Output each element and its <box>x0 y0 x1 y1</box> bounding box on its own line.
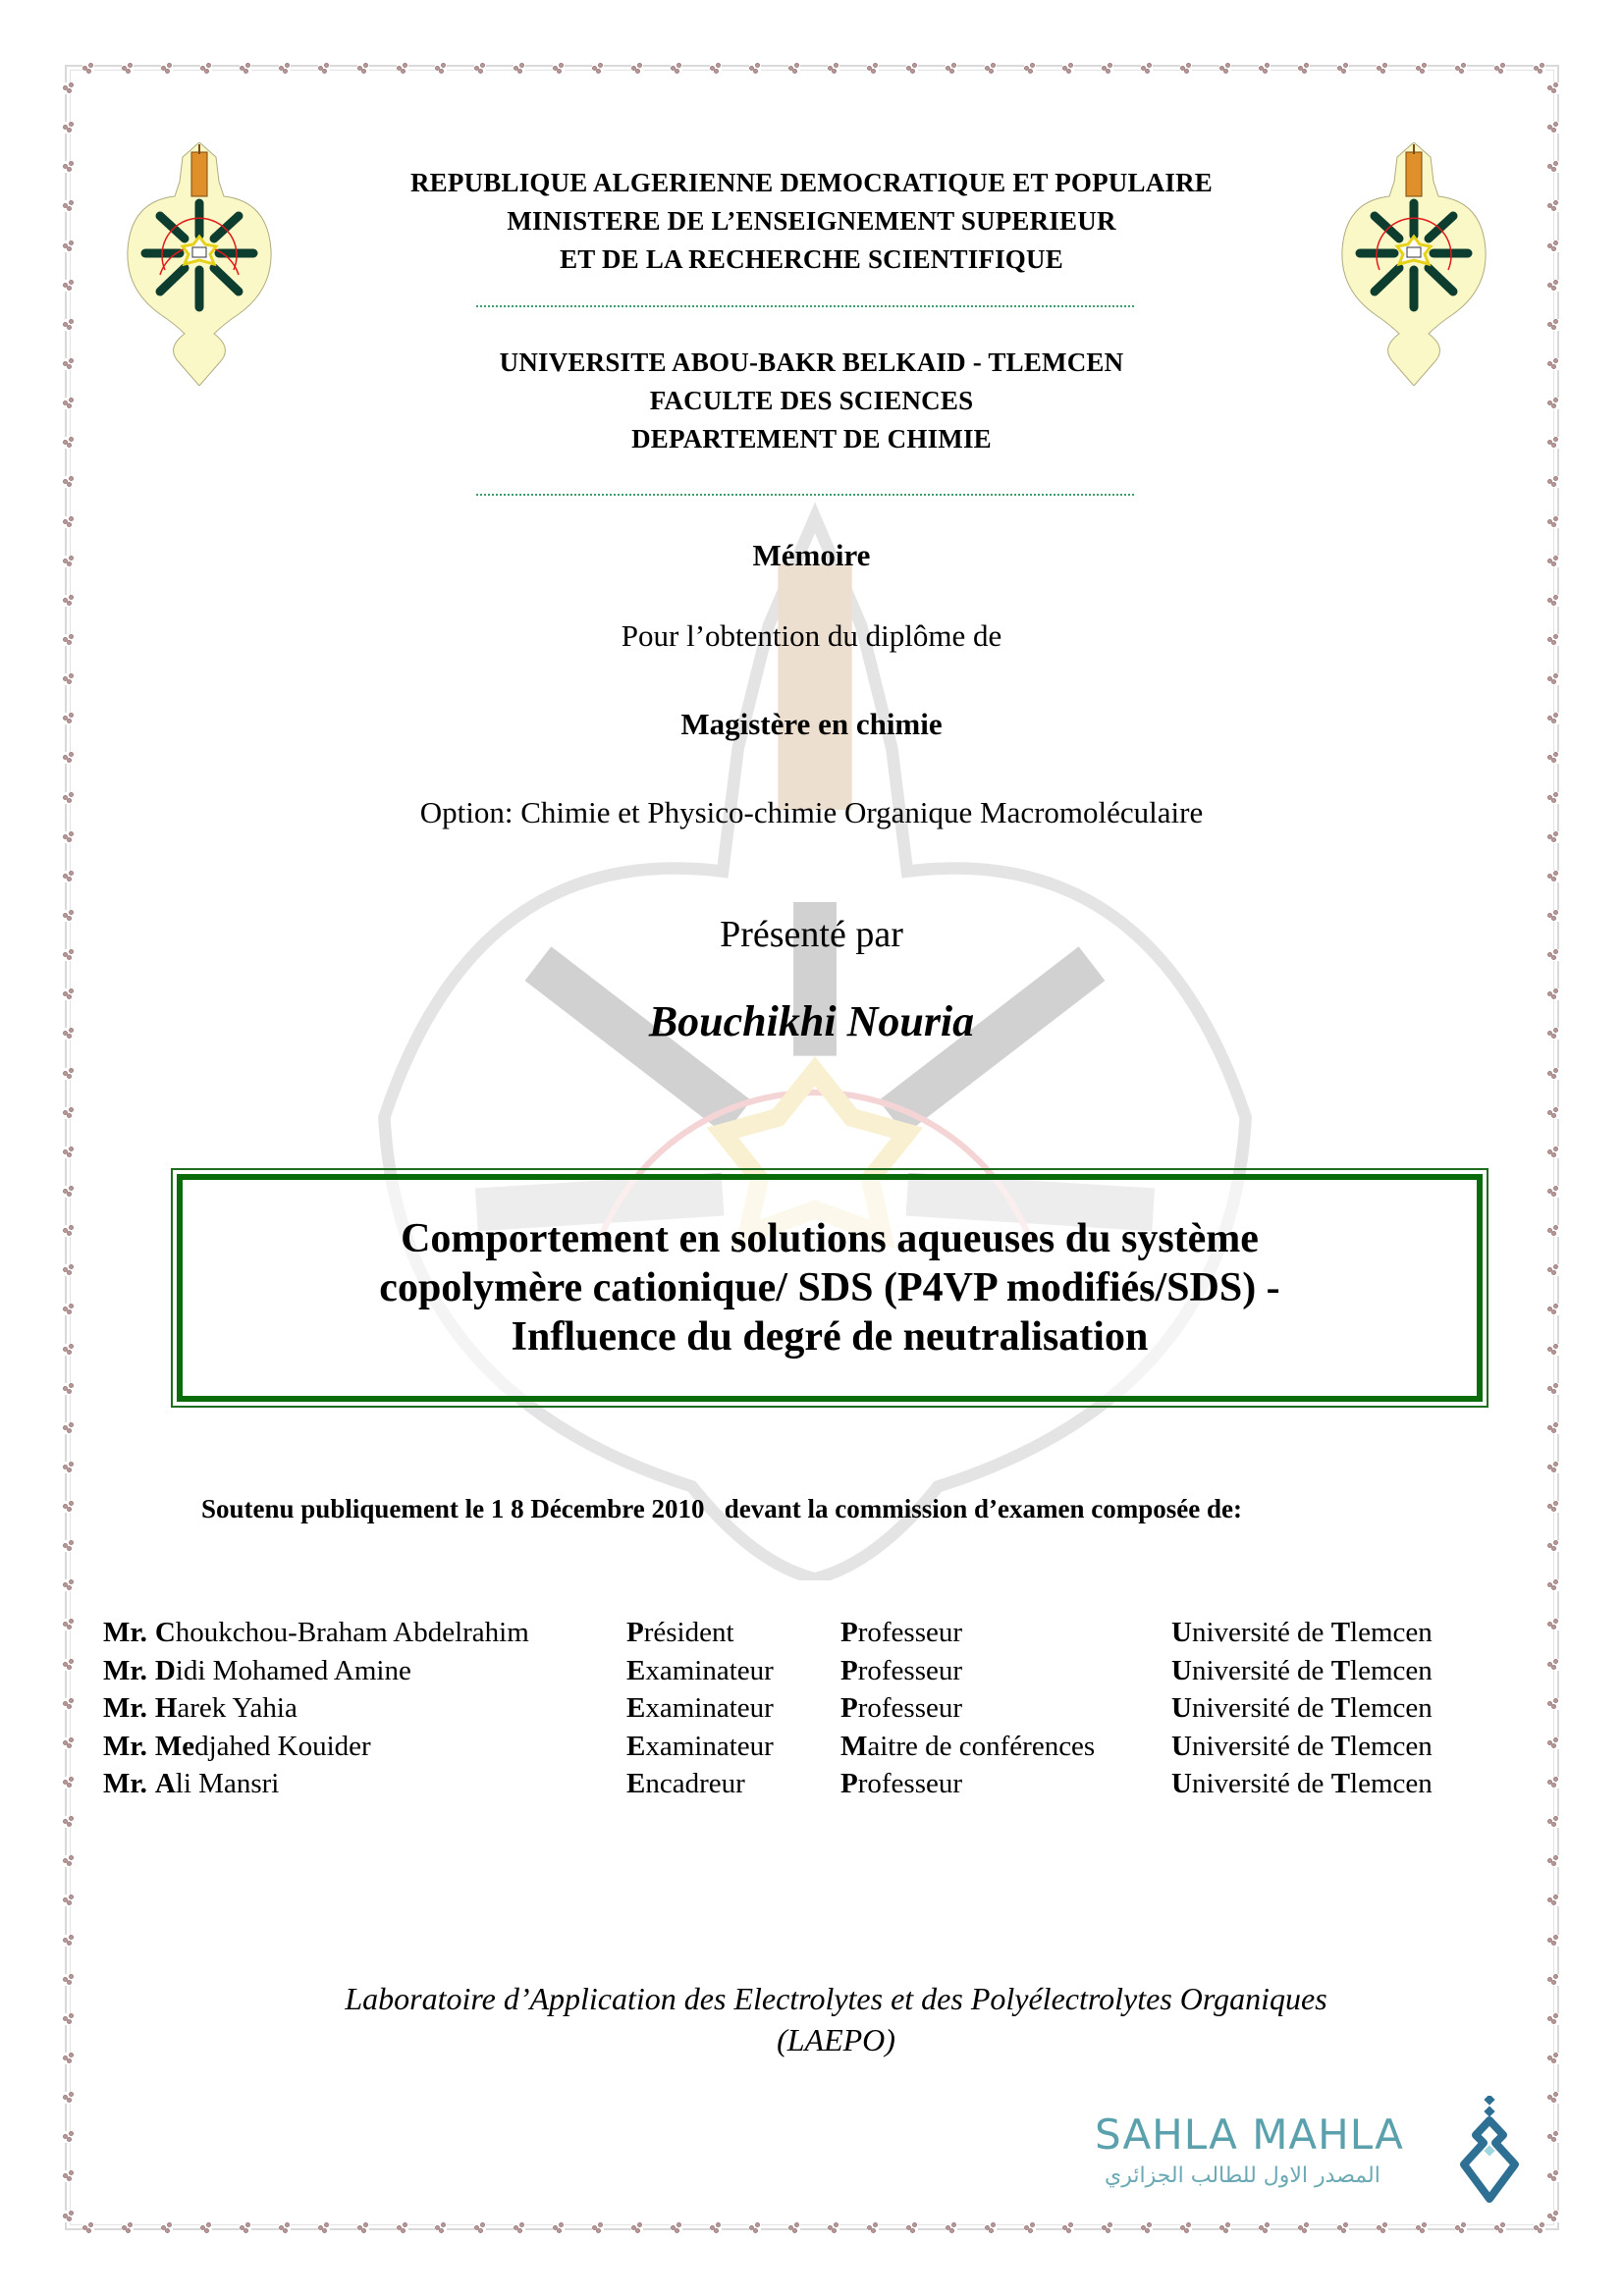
border-dot-ornament <box>1547 1068 1559 1080</box>
jury-member-role: Encadreur <box>626 1768 745 1799</box>
border-dot-ornament <box>1547 2131 1559 2143</box>
jury-member-name: Mr. Choukchou-Braham Abdelrahim <box>103 1617 529 1648</box>
border-dot-ornament <box>318 2222 330 2234</box>
border-dot-ornament <box>1141 63 1153 75</box>
border-dot-ornament <box>161 2222 173 2234</box>
laboratory-acronym: (LAEPO) <box>777 2022 895 2057</box>
border-dot-ornament <box>1337 2222 1349 2234</box>
brand-calligraphy-icon <box>1456 2096 1525 2204</box>
border-dot-ornament <box>63 280 75 292</box>
border-dot-ornament <box>1259 63 1271 75</box>
border-dot-ornament <box>122 63 134 75</box>
university-name: UNIVERSITE ABOU-BAKR BELKAID - TLEMCEN <box>499 347 1124 377</box>
border-dot-ornament <box>1547 1737 1559 1749</box>
border-dot-ornament <box>514 63 525 75</box>
border-dot-ornament <box>1547 1264 1559 1276</box>
faculty-name: FACULTE DES SCIENCES <box>649 386 974 415</box>
border-dot-ornament <box>1180 2222 1192 2234</box>
border-dot-ornament <box>553 2222 565 2234</box>
border-dot-ornament <box>1180 63 1192 75</box>
border-dot-ornament <box>1062 63 1074 75</box>
border-dot-ornament <box>357 63 369 75</box>
border-dot-ornament <box>749 63 761 75</box>
border-dot-ornament <box>63 595 75 607</box>
border-dot-ornament <box>82 2222 94 2234</box>
jury-member-name: Mr. Ali Mansri <box>103 1768 280 1799</box>
presented-by-label: Présenté par <box>720 914 903 955</box>
border-dot-ornament <box>1547 1225 1559 1237</box>
border-dot-ornament <box>1547 1855 1559 1867</box>
border-dot-ornament <box>63 516 75 528</box>
border-dot-ornament <box>1494 2222 1506 2234</box>
border-dot-ornament <box>318 63 330 75</box>
border-dot-ornament <box>1547 1816 1559 1828</box>
header-republic: REPUBLIQUE ALGERIENNE DEMOCRATIQUE ET POPULAIRE <box>409 168 1214 197</box>
jury-member-role: Examinateur <box>626 1654 774 1686</box>
border-dot-ornament <box>63 2092 75 2104</box>
border-dot-ornament <box>279 63 291 75</box>
document-purpose: Pour l’obtention du diplôme de <box>621 618 1002 653</box>
border-dot-ornament <box>63 673 75 685</box>
border-dot-ornament <box>1547 1501 1559 1513</box>
border-dot-ornament <box>357 2222 369 2234</box>
jury-member-role: Examinateur <box>626 1692 774 1724</box>
jury-member-university: Université de Tlemcen <box>1171 1692 1433 1724</box>
border-dot-ornament <box>1547 1579 1559 1591</box>
border-dot-ornament <box>592 2222 604 2234</box>
thesis-title <box>177 1174 1483 1402</box>
thesis-title-line: copolymère cationique/ SDS (P4VP modifiés/SDS) - <box>379 1265 1280 1310</box>
jury-member-university: Université de Tlemcen <box>1171 1730 1433 1762</box>
jury-row <box>103 1614 1495 1652</box>
border-dot-ornament <box>63 1698 75 1710</box>
jury-member-university: Université de Tlemcen <box>1171 1654 1433 1686</box>
divider-dotted <box>476 305 1134 307</box>
border-dot-ornament <box>1547 1540 1559 1552</box>
sahla-mahla-logo <box>1085 2110 1517 2209</box>
border-dot-ornament <box>631 2222 643 2234</box>
border-dot-ornament <box>63 831 75 843</box>
border-dot-ornament <box>1455 63 1467 75</box>
border-dot-ornament <box>1534 63 1545 75</box>
jury-member-university: Université de Tlemcen <box>1171 1768 1433 1799</box>
border-dot-ornament <box>946 63 957 75</box>
border-dot-ornament <box>63 1659 75 1671</box>
border-dot-ornament <box>1547 1304 1559 1315</box>
jury-row <box>103 1765 1495 1803</box>
border-dot-ornament <box>1298 63 1310 75</box>
border-dot-ornament <box>1455 2222 1467 2234</box>
jury-row <box>103 1652 1495 1690</box>
border-dot-ornament <box>474 2222 486 2234</box>
border-dot-ornament <box>1547 1895 1559 1906</box>
border-dot-ornament <box>1377 63 1388 75</box>
border-dot-ornament <box>63 1225 75 1237</box>
thesis-title-line: Influence du degré de neutralisation <box>511 1314 1149 1360</box>
border-dot-ornament <box>63 871 75 882</box>
border-dot-ornament <box>474 63 486 75</box>
jury-member-university: Université de Tlemcen <box>1171 1617 1433 1648</box>
border-dot-ornament <box>63 476 75 488</box>
border-dot-ornament <box>1547 831 1559 843</box>
border-dot-ornament <box>122 2222 134 2234</box>
border-dot-ornament <box>63 1422 75 1434</box>
jury-member-grade: Professeur <box>840 1654 963 1686</box>
brand-tagline: المصدر الاول للطالب الجزائري <box>1105 2163 1380 2188</box>
border-dot-ornament <box>906 2222 918 2234</box>
border-dot-ornament <box>63 1579 75 1591</box>
border-dot-ornament <box>1337 63 1349 75</box>
border-dots-top <box>82 63 1545 77</box>
jury-member-grade: Professeur <box>840 1692 963 1724</box>
border-dot-ornament <box>63 1816 75 1828</box>
border-dot-ornament <box>63 1383 75 1395</box>
border-dot-ornament <box>63 1619 75 1630</box>
border-dot-ornament <box>1547 122 1559 133</box>
jury-row <box>103 1689 1495 1728</box>
jury-member-role: Président <box>626 1617 734 1648</box>
border-dot-ornament <box>1547 1935 1559 1947</box>
laboratory-name: Laboratoire d’Application des Electrolytes et des Polyélectrolytes Organiques <box>345 1981 1327 2016</box>
border-dot-ornament <box>906 63 918 75</box>
border-dot-ornament <box>1547 1462 1559 1473</box>
border-dot-ornament <box>240 2222 251 2234</box>
border-dot-ornament <box>63 1264 75 1276</box>
border-dot-ornament <box>985 2222 997 2234</box>
border-dot-ornament <box>82 63 94 75</box>
border-dot-ornament <box>671 2222 682 2234</box>
border-dot-ornament <box>1102 2222 1113 2234</box>
border-dot-ornament <box>63 319 75 331</box>
thesis-title-box <box>171 1168 1488 1408</box>
border-dot-ornament <box>1547 319 1559 331</box>
border-dots-bottom <box>82 2222 1545 2236</box>
border-dot-ornament <box>63 1344 75 1356</box>
border-dot-ornament <box>200 2222 212 2234</box>
border-dot-ornament <box>1141 2222 1153 2234</box>
degree-option: Option: Chimie et Physico-chimie Organique Macromoléculaire <box>419 795 1204 829</box>
border-dot-ornament <box>1547 1659 1559 1671</box>
thesis-title-line: Comportement en solutions aqueuses du système <box>401 1216 1259 1261</box>
border-dot-ornament <box>1547 1422 1559 1434</box>
border-dot-ornament <box>63 1304 75 1315</box>
border-dot-ornament <box>788 63 800 75</box>
border-dot-ornament <box>828 2222 839 2234</box>
border-dot-ornament <box>592 63 604 75</box>
jury-member-role: Examinateur <box>626 1730 774 1762</box>
border-dot-ornament <box>397 63 408 75</box>
border-dot-ornament <box>1534 2222 1545 2234</box>
jury-member-grade: Maitre de conférences <box>840 1730 1096 1762</box>
border-dot-ornament <box>1298 2222 1310 2234</box>
border-dot-ornament <box>1547 595 1559 607</box>
border-dot-ornament <box>240 63 251 75</box>
border-dot-ornament <box>1377 2222 1388 2234</box>
border-dot-ornament <box>749 2222 761 2234</box>
border-dot-ornament <box>1547 1619 1559 1630</box>
border-dot-ornament <box>1547 280 1559 292</box>
border-dot-ornament <box>1547 2092 1559 2104</box>
institution-header <box>0 344 1623 458</box>
border-dot-ornament <box>1547 1383 1559 1395</box>
border-dot-ornament <box>867 2222 879 2234</box>
border-dot-ornament <box>1547 1147 1559 1158</box>
border-dot-ornament <box>63 2211 75 2222</box>
border-dot-ornament <box>63 82 75 94</box>
border-dot-ornament <box>671 63 682 75</box>
border-dot-ornament <box>1547 1107 1559 1119</box>
border-dot-ornament <box>63 1855 75 1867</box>
laboratory <box>0 1978 1623 2060</box>
jury-member-name: Mr. Harek Yahia <box>103 1692 298 1724</box>
border-dot-ornament <box>1219 63 1231 75</box>
border-dot-ornament <box>63 1107 75 1119</box>
border-dot-ornament <box>828 63 839 75</box>
border-dot-ornament <box>1547 476 1559 488</box>
jury-member-grade: Professeur <box>840 1617 963 1648</box>
border-dot-ornament <box>397 2222 408 2234</box>
border-dot-ornament <box>63 122 75 133</box>
border-dot-ornament <box>63 1462 75 1473</box>
border-dot-ornament <box>1024 2222 1036 2234</box>
border-dot-ornament <box>1547 1698 1559 1710</box>
border-dot-ornament <box>867 63 879 75</box>
border-dot-ornament <box>1416 2222 1428 2234</box>
border-dot-ornament <box>63 2131 75 2143</box>
border-dot-ornament <box>63 2170 75 2182</box>
border-dot-ornament <box>1547 1777 1559 1789</box>
border-dot-ornament <box>1547 1186 1559 1198</box>
border-dot-ornament <box>1547 752 1559 764</box>
department-name: DEPARTEMENT DE CHIMIE <box>631 424 992 454</box>
border-dot-ornament <box>1547 82 1559 94</box>
border-dot-ornament <box>946 2222 957 2234</box>
divider-dotted <box>476 494 1134 496</box>
border-dot-ornament <box>514 2222 525 2234</box>
header-ministry: MINISTERE DE L’ENSEIGNEMENT SUPERIEUR <box>507 206 1116 236</box>
border-dot-ornament <box>1547 673 1559 685</box>
border-dot-ornament <box>63 1737 75 1749</box>
jury-table <box>103 1614 1495 1803</box>
border-dot-ornament <box>63 752 75 764</box>
border-dot-ornament <box>435 63 447 75</box>
border-dot-ornament <box>1547 2170 1559 2182</box>
border-dot-ornament <box>1416 63 1428 75</box>
border-dot-ornament <box>435 2222 447 2234</box>
ministry-header <box>0 164 1623 279</box>
border-dot-ornament <box>63 1068 75 1080</box>
border-dot-ornament <box>1547 516 1559 528</box>
border-dot-ornament <box>553 63 565 75</box>
border-dot-ornament <box>63 1540 75 1552</box>
border-dot-ornament <box>1547 2211 1559 2222</box>
brand-name: SAHLA MAHLA <box>1095 2110 1404 2159</box>
jury-member-name: Mr. Medjahed Kouider <box>103 1730 371 1762</box>
border-dot-ornament <box>631 63 643 75</box>
degree-name: Magistère en chimie <box>680 707 943 741</box>
border-dot-ornament <box>279 2222 291 2234</box>
border-dot-ornament <box>63 1895 75 1906</box>
border-dot-ornament <box>710 2222 722 2234</box>
border-dot-ornament <box>1547 871 1559 882</box>
defense-statement: Soutenu publiquement le 1 8 Décembre 2010 devant la commission d’examen composée de: <box>201 1494 1242 1523</box>
border-dot-ornament <box>1547 1344 1559 1356</box>
border-dot-ornament <box>1219 2222 1231 2234</box>
border-dot-ornament <box>63 1777 75 1789</box>
border-dot-ornament <box>1259 2222 1271 2234</box>
border-dot-ornament <box>200 63 212 75</box>
border-dot-ornament <box>63 1147 75 1158</box>
border-dot-ornament <box>1062 2222 1074 2234</box>
jury-member-name: Mr. Didi Mohamed Amine <box>103 1654 411 1686</box>
document-type: Mémoire <box>752 538 871 572</box>
author-name: Bouchikhi Nouria <box>648 997 975 1045</box>
border-dot-ornament <box>985 63 997 75</box>
border-dot-ornament <box>63 1186 75 1198</box>
border-dot-ornament <box>1494 63 1506 75</box>
border-dot-ornament <box>1024 63 1036 75</box>
border-dot-ornament <box>788 2222 800 2234</box>
jury-member-grade: Professeur <box>840 1768 963 1799</box>
border-dot-ornament <box>710 63 722 75</box>
jury-row <box>103 1728 1495 1766</box>
border-dot-ornament <box>63 1501 75 1513</box>
border-dot-ornament <box>63 1935 75 1947</box>
border-dot-ornament <box>161 63 173 75</box>
border-dot-ornament <box>1102 63 1113 75</box>
header-research: ET DE LA RECHERCHE SCIENTIFIQUE <box>560 244 1063 274</box>
